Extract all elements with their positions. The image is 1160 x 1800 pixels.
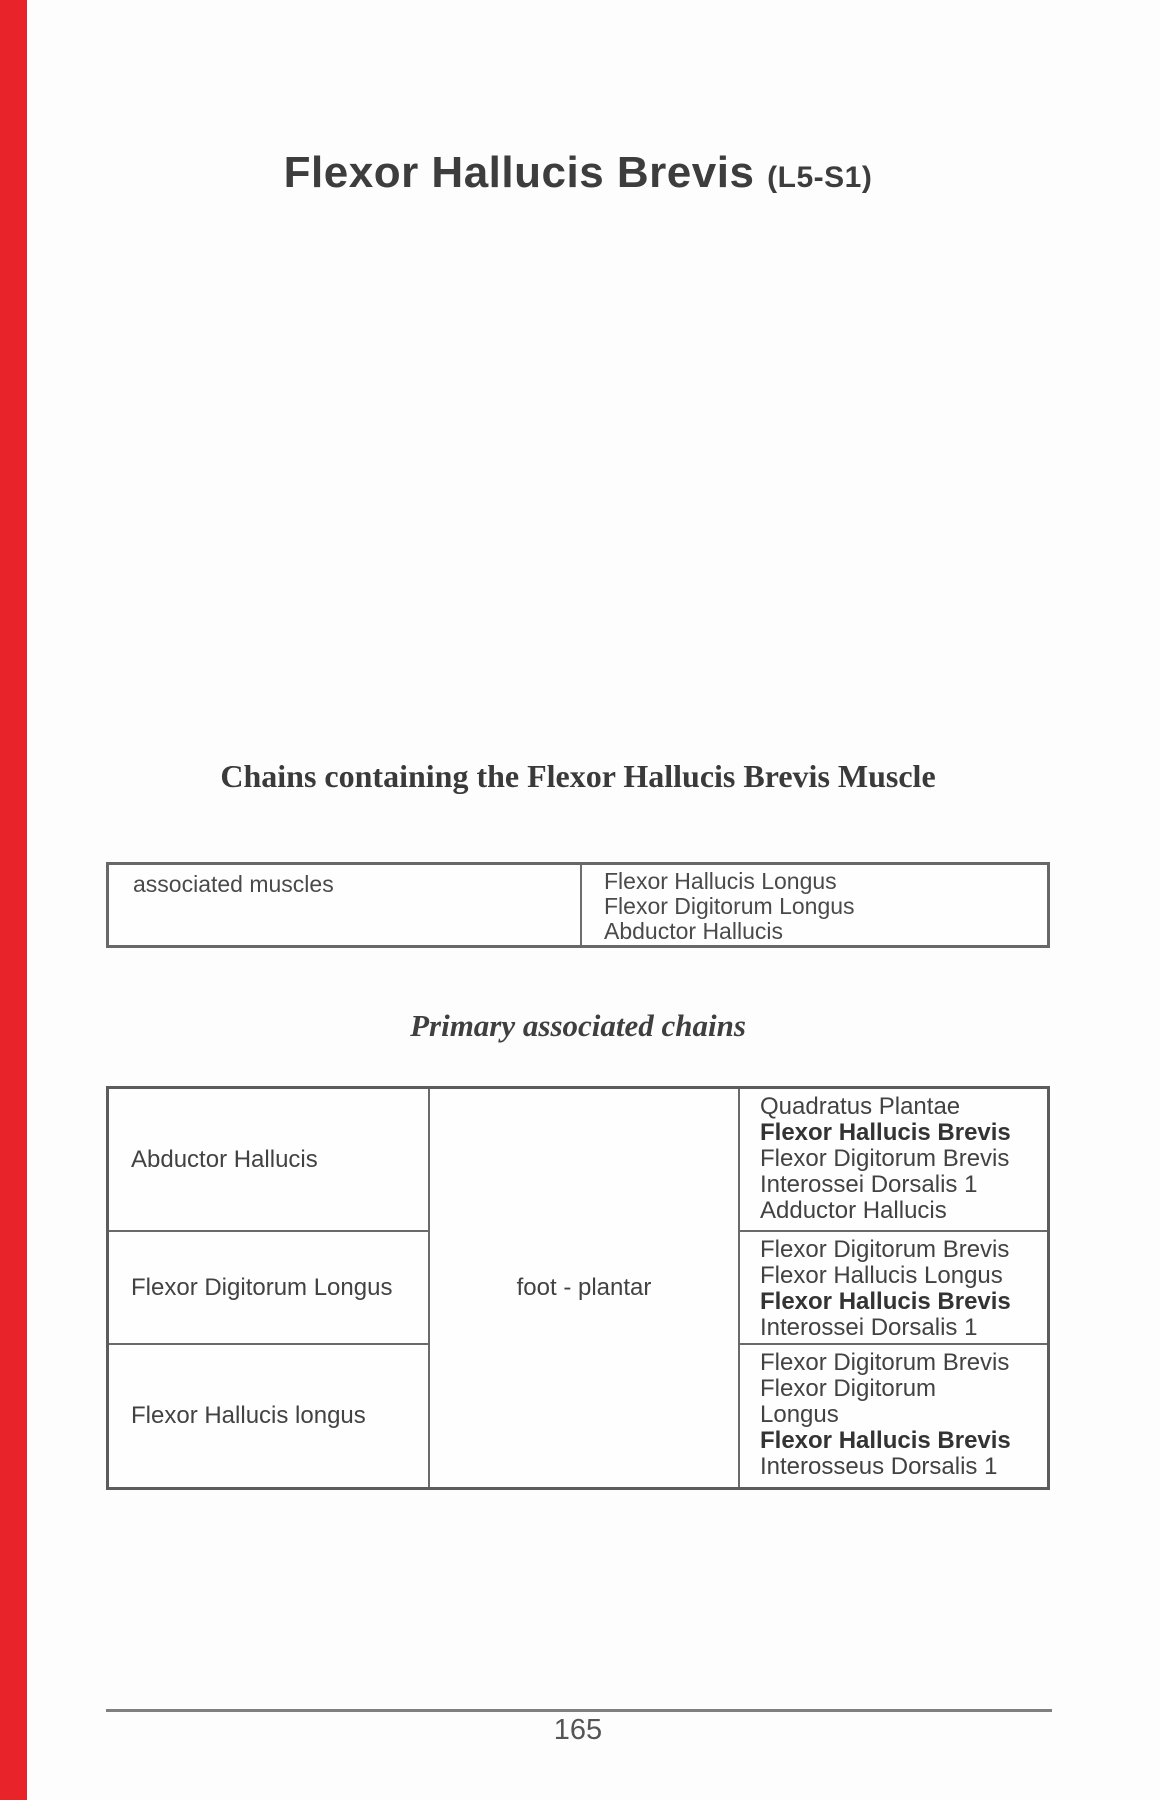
section-heading: Chains containing the Flexor Hallucis Brevis Muscle bbox=[220, 758, 936, 794]
page-edge-red-stripe bbox=[0, 0, 27, 1800]
chain-item-highlighted: Flexor Hallucis Brevis bbox=[760, 1427, 1011, 1454]
chain-list-cell bbox=[740, 1089, 1047, 1232]
chain-item: Adductor Hallucis bbox=[760, 1197, 947, 1224]
chain-item: Quadratus Plantae bbox=[760, 1093, 961, 1120]
chain-item: Interossei Dorsalis 1 bbox=[760, 1171, 978, 1198]
chain-region-cell: foot - plantar bbox=[430, 1089, 740, 1487]
chain-item-highlighted: Flexor Hallucis Brevis bbox=[760, 1288, 1011, 1315]
page-number: 165 bbox=[553, 1714, 603, 1746]
associated-muscle-item: Abductor Hallucis bbox=[604, 918, 783, 944]
chain-item: Flexor Digitorum Brevis bbox=[760, 1145, 1010, 1172]
chain-item-highlighted: Flexor Hallucis Brevis bbox=[760, 1119, 1011, 1146]
associated-muscles-list-cell bbox=[580, 865, 1047, 945]
footer-rule-line bbox=[106, 1709, 1052, 1712]
primary-chains-table bbox=[106, 1086, 1050, 1490]
associated-muscles-table bbox=[106, 862, 1050, 948]
chain-muscle-cell: Abductor Hallucis bbox=[109, 1089, 430, 1232]
chain-muscle-cell: Flexor Hallucis longus bbox=[109, 1345, 430, 1487]
chain-item: Interosseus Dorsalis 1 bbox=[760, 1453, 998, 1480]
chain-item: Interossei Dorsalis 1 bbox=[760, 1314, 978, 1341]
chain-item: Flexor Digitorum Brevis bbox=[760, 1236, 1010, 1263]
associated-muscle-item: Flexor Hallucis Longus bbox=[604, 868, 837, 894]
chain-item: Flexor Digitorum bbox=[760, 1375, 937, 1402]
muscle-title-text: Flexor Hallucis Brevis bbox=[283, 148, 755, 197]
chain-item: Flexor Hallucis Longus bbox=[760, 1262, 1003, 1289]
chain-muscle-cell: Flexor Digitorum Longus bbox=[109, 1232, 430, 1345]
chain-list-cell bbox=[740, 1232, 1047, 1345]
chain-item: Longus bbox=[760, 1401, 839, 1428]
associated-muscles-label-cell: associated muscles bbox=[133, 871, 334, 897]
primary-chains-heading: Primary associated chains bbox=[410, 1008, 746, 1043]
page-title bbox=[106, 148, 1050, 198]
associated-muscle-item: Flexor Digitorum Longus bbox=[604, 893, 855, 919]
spinal-levels-label: (L5-S1) bbox=[767, 161, 873, 194]
chain-item: Flexor Digitorum Brevis bbox=[760, 1349, 1010, 1376]
chain-list-cell bbox=[740, 1345, 1047, 1487]
